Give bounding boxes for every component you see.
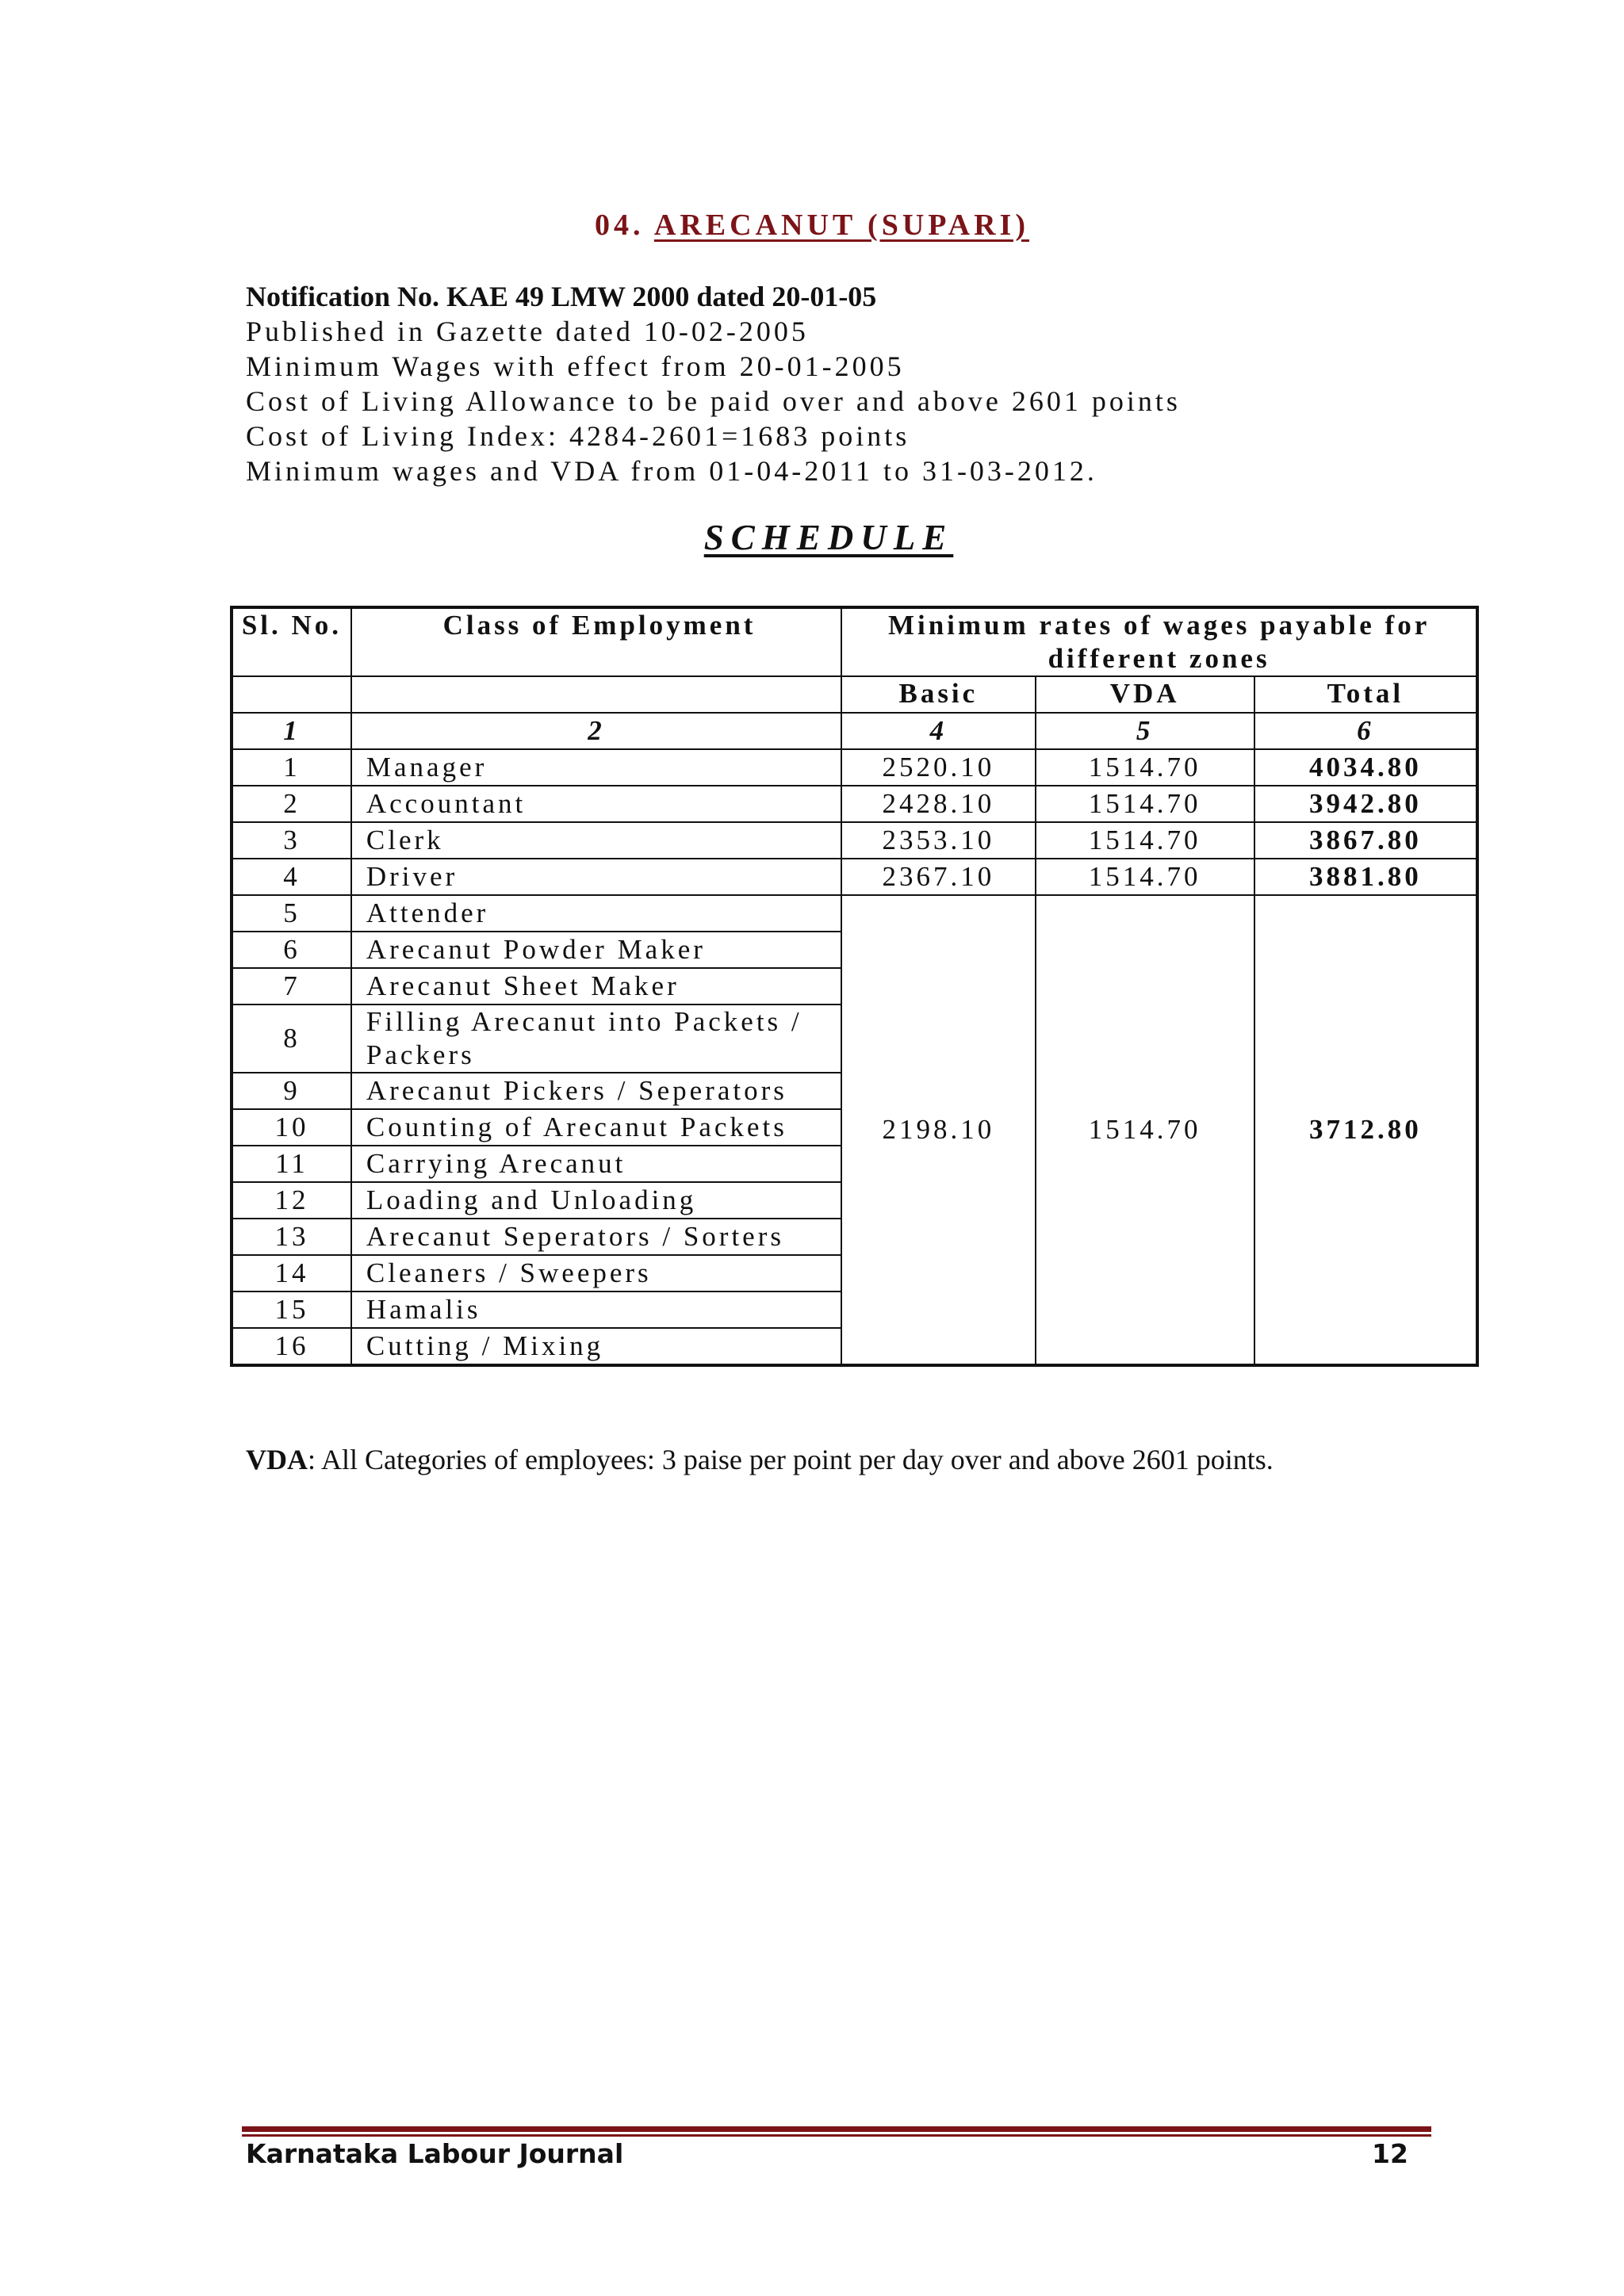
vda-note (246, 1443, 1274, 1476)
index-5: 5 (1036, 713, 1254, 749)
row-sl-no: 9 (232, 1073, 351, 1109)
subheader-empty-sl (232, 676, 351, 713)
row-class: Filling Arecanut into Packets / Packers (351, 1004, 841, 1073)
group-vda: 1514.70 (1036, 895, 1254, 1365)
column-index-row (232, 713, 1477, 749)
row-class: Carrying Arecanut (351, 1146, 841, 1182)
row-sl-no: 6 (232, 932, 351, 968)
index-1: 1 (232, 713, 351, 749)
index-4: 4 (841, 713, 1035, 749)
row-class: Counting of Arecanut Packets (351, 1109, 841, 1146)
header-vda: VDA (1036, 676, 1254, 713)
index-2: 2 (351, 713, 841, 749)
row-class: Attender (351, 895, 841, 932)
row-class: Clerk (351, 822, 841, 859)
section-name: ARECANUT (SUPARI) (653, 209, 1029, 242)
row-basic: 2520.10 (841, 749, 1035, 786)
notification-number: Notification No. KAE 49 LMW 2000 dated 20-01-05 (246, 281, 877, 312)
row-total: 3881.80 (1254, 859, 1477, 895)
index-6: 6 (1254, 713, 1477, 749)
effective-date: Minimum Wages with effect from 20-01-2005 (246, 350, 905, 382)
section-title (0, 208, 1624, 243)
table-row (232, 786, 1477, 822)
row-sl-no: 4 (232, 859, 351, 895)
row-sl-no: 10 (232, 1109, 351, 1146)
wage-period: Minimum wages and VDA from 01-04-2011 to 31-03-2012. (246, 455, 1097, 487)
notification-block (246, 279, 1181, 488)
group-total: 3712.80 (1254, 895, 1477, 1365)
row-vda: 1514.70 (1036, 749, 1254, 786)
row-class: Driver (351, 859, 841, 895)
header-basic: Basic (841, 676, 1035, 713)
section-number: 04. (594, 209, 645, 242)
row-sl-no: 11 (232, 1146, 351, 1182)
table-header-row (232, 607, 1477, 676)
row-basic: 2367.10 (841, 859, 1035, 895)
row-class: Hamalis (351, 1292, 841, 1328)
row-total: 3942.80 (1254, 786, 1477, 822)
subheader-empty-class (351, 676, 841, 713)
table-row (232, 822, 1477, 859)
schedule-title: SCHEDULE (703, 518, 954, 557)
row-sl-no: 12 (232, 1182, 351, 1219)
row-sl-no: 16 (232, 1328, 351, 1365)
table-row (232, 859, 1477, 895)
row-class: Arecanut Pickers / Seperators (351, 1073, 841, 1109)
row-sl-no: 13 (232, 1219, 351, 1255)
row-class: Manager (351, 749, 841, 786)
row-total: 4034.80 (1254, 749, 1477, 786)
header-rates: Minimum rates of wages payable for different zones (841, 607, 1477, 676)
gazette-date: Published in Gazette dated 10-02-2005 (246, 316, 809, 347)
row-sl-no: 3 (232, 822, 351, 859)
footer-page-number: 12 (1372, 2138, 1408, 2169)
row-basic: 2353.10 (841, 822, 1035, 859)
row-vda: 1514.70 (1036, 786, 1254, 822)
header-class: Class of Employment (351, 607, 841, 676)
row-vda: 1514.70 (1036, 859, 1254, 895)
footer-rule (242, 2126, 1431, 2137)
group-basic: 2198.10 (841, 895, 1035, 1365)
row-class: Loading and Unloading (351, 1182, 841, 1219)
row-class: Arecanut Sheet Maker (351, 968, 841, 1004)
row-class: Cleaners / Sweepers (351, 1255, 841, 1292)
header-sl-no: Sl. No. (232, 607, 351, 676)
row-sl-no: 7 (232, 968, 351, 1004)
row-class: Arecanut Powder Maker (351, 932, 841, 968)
row-class: Arecanut Seperators / Sorters (351, 1219, 841, 1255)
vda-note-text: : All Categories of employees: 3 paise per point per day over and above 2601 points. (308, 1444, 1274, 1475)
cost-of-living-index: Cost of Living Index: 4284-2601=1683 points (246, 420, 910, 452)
header-total: Total (1254, 676, 1477, 713)
row-sl-no: 1 (232, 749, 351, 786)
cost-of-living-allowance: Cost of Living Allowance to be paid over and above 2601 points (246, 385, 1181, 417)
vda-note-label: VDA (246, 1444, 308, 1475)
wage-schedule-table (230, 606, 1479, 1367)
row-class: Accountant (351, 786, 841, 822)
row-sl-no: 2 (232, 786, 351, 822)
row-total: 3867.80 (1254, 822, 1477, 859)
table-row (232, 895, 1477, 932)
footer-journal-name: Karnataka Labour Journal (246, 2138, 624, 2169)
row-sl-no: 15 (232, 1292, 351, 1328)
row-vda: 1514.70 (1036, 822, 1254, 859)
table-row (232, 749, 1477, 786)
row-sl-no: 14 (232, 1255, 351, 1292)
row-sl-no: 8 (232, 1004, 351, 1073)
row-sl-no: 5 (232, 895, 351, 932)
row-class: Cutting / Mixing (351, 1328, 841, 1365)
table-subheader-row (232, 676, 1477, 713)
row-basic: 2428.10 (841, 786, 1035, 822)
